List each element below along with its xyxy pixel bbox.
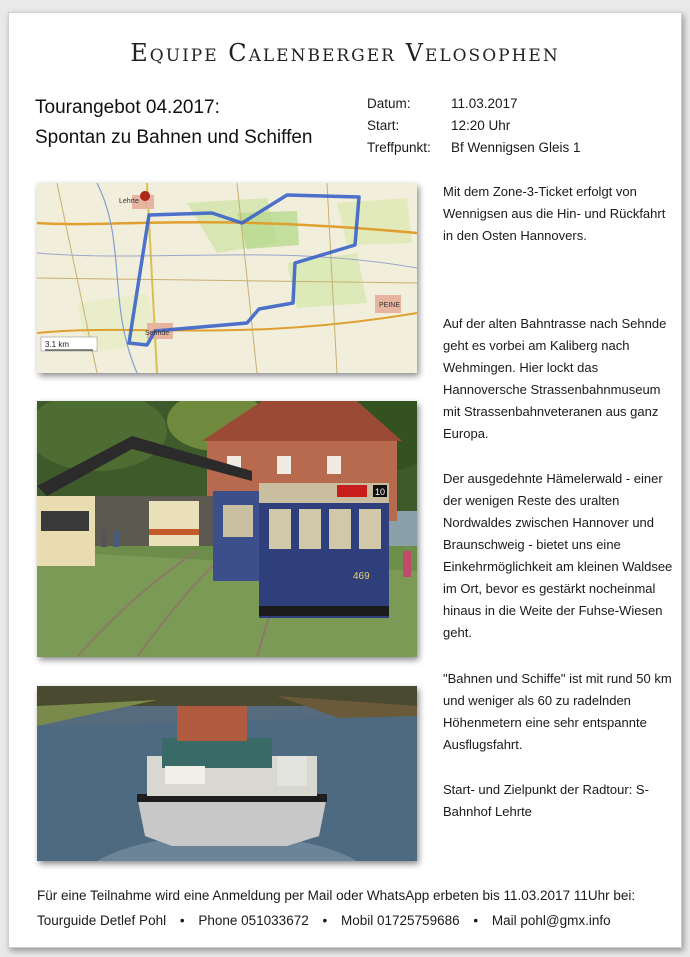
start-end-paragraph: Start- und Zielpunkt der Radtour: S-Bahnhof Lehrte [443, 782, 649, 819]
tram-photo-graphic [37, 401, 417, 657]
map-scale: 3.1 km [45, 340, 70, 349]
email-address: Mail pohl@gmx.info [491, 913, 611, 928]
summary-paragraph: "Bahnen und Schiffe" ist mit rund 50 km und weniger als 60 zu radelnden Höhenmetern eine sehr entspannte Ausflugsfahrt. [443, 671, 672, 752]
separator: • [179, 913, 185, 928]
registration-note: Für eine Teilnahme wird eine Anmeldung per Mail oder WhatsApp erbeten bis 11.03.2017 11Uhr bei: [37, 888, 636, 903]
meta-date-row [367, 93, 581, 115]
forest-paragraph: Der ausgedehnte Hämelerwald - einer der wenigen Reste des uralten Nordwaldes zwischen Hannover und Braunschweig - bietet uns eine Einkehrmöglichkeit am kleinen Waldsee im Ort, bevor es gestärkt nocheinmal hinaus in die Weite der Fuhse-Wiesen geht. [443, 471, 673, 640]
tour-name-line: Spontan zu Bahnen und Schiffen [35, 127, 313, 148]
route-map-graphic [37, 183, 417, 373]
meta-start-row [367, 115, 581, 137]
canal-ship-photo [37, 686, 417, 861]
contact-line [37, 908, 635, 933]
separator: • [322, 913, 328, 928]
separator: • [473, 913, 479, 928]
route-map [37, 183, 417, 373]
meta-meeting-row [367, 137, 581, 159]
date-label: Datum: [367, 96, 411, 111]
mobile-number: Mobil 01725759686 [341, 913, 460, 928]
contact-footer [37, 883, 635, 933]
tour-guide: Tourguide Detlef Pohl [37, 913, 167, 928]
tram-museum-photo [37, 401, 417, 657]
meeting-value: Bf Wennigsen Gleis 1 [451, 140, 581, 155]
page-title: Equipe Calenberger Velosophen [130, 39, 560, 67]
date-value: 11.03.2017 [451, 96, 518, 111]
tram-car-number: 469 [353, 571, 370, 582]
ship-photo-graphic [37, 686, 417, 861]
meeting-label: Treffpunkt: [367, 140, 431, 155]
map-label-sehnde: Sehnde [145, 330, 170, 337]
intro-paragraph: Mit dem Zone-3-Ticket erfolgt von Wennigsen aus die Hin- und Rückfahrt in den Osten Hannovers. [443, 184, 666, 243]
phone-number: Phone 051033672 [198, 913, 309, 928]
map-label-lehrte: Lehrte [119, 198, 139, 205]
tram-number-sign: 10 [375, 487, 386, 497]
flyer-page [8, 12, 682, 948]
tour-meta [367, 93, 581, 159]
start-value: 12:20 Uhr [451, 118, 511, 133]
map-label-peine: PEINE [379, 302, 401, 309]
tour-offer-line: Tourangebot 04.2017: [35, 97, 220, 118]
start-label: Start: [367, 118, 400, 133]
route-paragraph: Auf der alten Bahntrasse nach Sehnde geht es vorbei am Kaliberg nach Wehmingen. Hier lockt das Hannoversche Strassenbahnmuseum mit Strassenbahnveteranen aus ganz Europa. [443, 316, 667, 441]
tour-heading [35, 93, 313, 153]
